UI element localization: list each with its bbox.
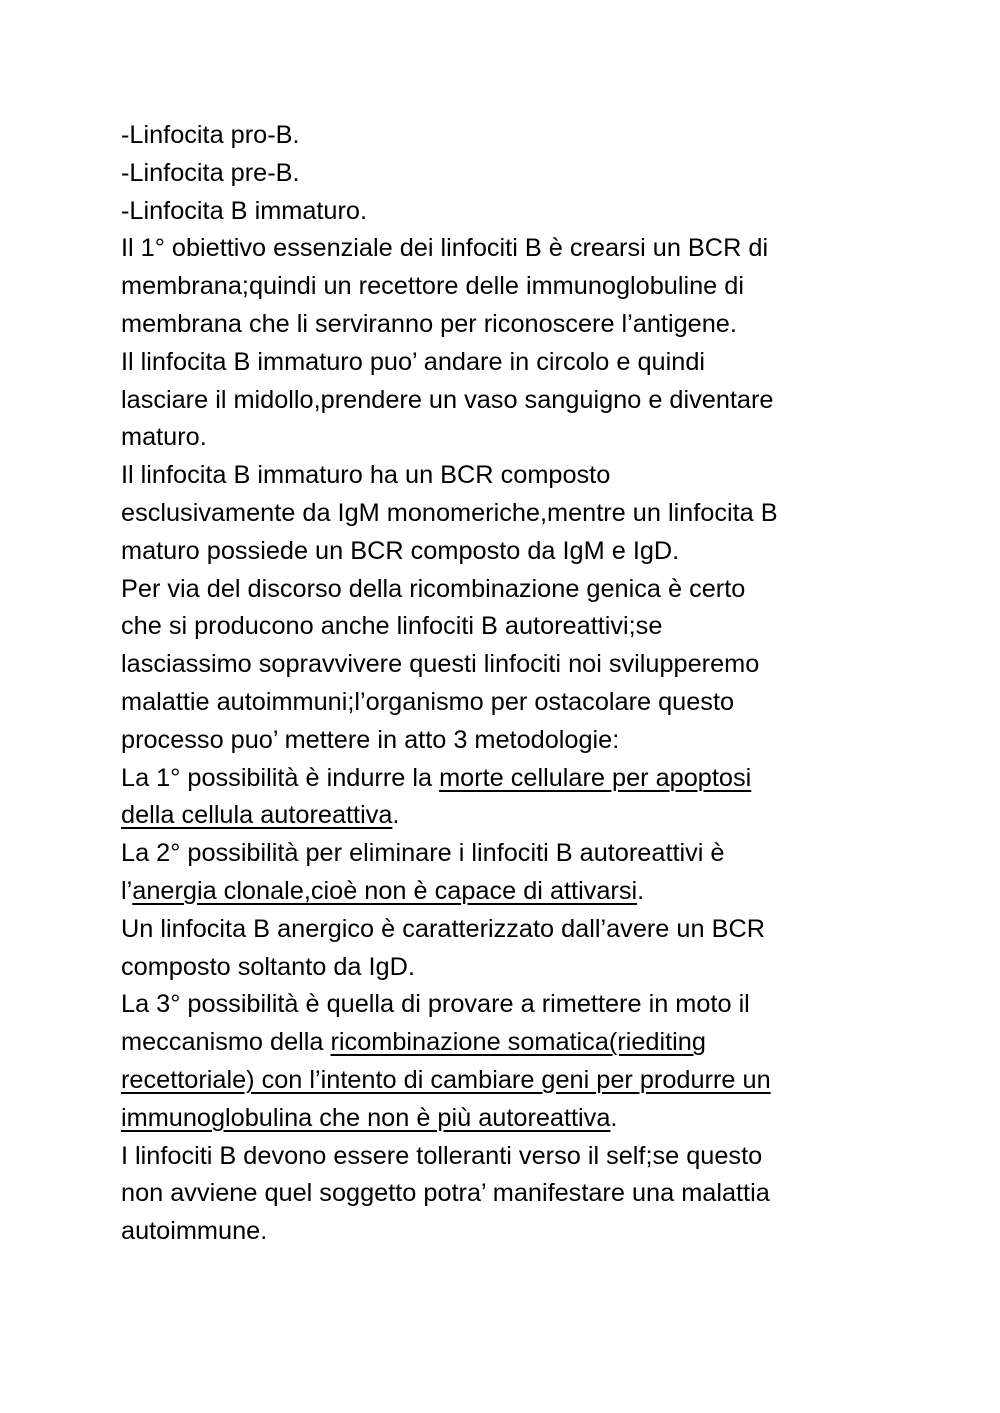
text-line <box>121 419 881 457</box>
text-line <box>121 230 881 268</box>
text-segment: autoimmune. <box>121 1217 268 1246</box>
text-segment: La 2° possibilità per eliminare i linfociti B autoreattivi è <box>121 839 725 868</box>
text-segment: -Linfocita pro-B. <box>121 121 300 149</box>
text-segment: che si producono anche linfociti B autoreattivi;se <box>121 612 663 641</box>
underlined-text: ricombinazione somatica(riediting <box>330 1028 706 1057</box>
text-line <box>121 457 881 495</box>
text-line <box>121 797 881 835</box>
text-line <box>121 571 881 609</box>
text-line <box>121 344 881 382</box>
text-line <box>121 117 881 155</box>
text-segment: . <box>637 876 645 905</box>
text-segment: Il linfocita B immaturo ha un BCR composto <box>121 461 611 490</box>
text-line <box>121 608 881 646</box>
text-line <box>121 1100 881 1138</box>
text-line <box>121 1062 881 1100</box>
text-line <box>121 268 881 306</box>
text-segment: non avviene quel soggetto potra’ manifestare una malattia <box>121 1179 770 1208</box>
text-line <box>121 155 881 193</box>
text-segment: -Linfocita B immaturo. <box>121 196 368 225</box>
underlined-text: immunoglobulina che non è più autoreattiva <box>121 1103 611 1132</box>
text-line <box>121 533 881 571</box>
text-segment: Per via del discorso della ricombinazione genica è certo <box>121 574 746 603</box>
text-segment: lasciare il midollo,prendere un vaso sanguigno e diventare <box>121 385 774 414</box>
text-line <box>121 760 881 798</box>
text-line <box>121 684 881 722</box>
text-line <box>121 1213 881 1251</box>
underlined-text: morte cellulare per apoptosi <box>439 763 752 792</box>
text-segment: membrana che li serviranno per riconoscere l’antigene. <box>121 309 737 338</box>
text-segment: maturo possiede un BCR composto da IgM e IgD. <box>121 536 680 565</box>
underlined-text: della cellula autoreattiva <box>121 801 393 830</box>
text-segment: meccanismo della <box>121 1028 331 1057</box>
text-line <box>121 986 881 1024</box>
text-segment: membrana;quindi un recettore delle immunoglobuline di <box>121 272 744 301</box>
text-segment: . <box>392 801 400 830</box>
text-line <box>121 495 881 533</box>
text-segment: malattie autoimmuni;l’organismo per ostacolare questo <box>121 687 735 716</box>
text-segment: esclusivamente da IgM monomeriche,mentre un linfocita B <box>121 498 778 527</box>
text-line <box>121 646 881 684</box>
text-line <box>121 911 881 949</box>
text-segment: -Linfocita pre-B. <box>121 158 300 187</box>
underlined-text: anergia clonale,cioè non è capace di attivarsi <box>132 876 638 905</box>
text-segment: I linfociti B devono essere tolleranti verso il self;se questo <box>121 1141 763 1170</box>
document-body <box>121 117 881 1251</box>
text-line <box>121 949 881 987</box>
text-line <box>121 835 881 873</box>
text-line <box>121 1024 881 1062</box>
text-segment: processo puo’ mettere in atto 3 metodologie: <box>121 725 620 754</box>
text-line <box>121 382 881 420</box>
text-segment: . <box>610 1103 618 1132</box>
text-line <box>121 1138 881 1176</box>
text-line <box>121 193 881 231</box>
text-segment: l’ <box>121 876 133 905</box>
text-line <box>121 306 881 344</box>
text-segment: lasciassimo sopravvivere questi linfociti noi svilupperemo <box>121 650 760 679</box>
text-line <box>121 722 881 760</box>
text-segment: maturo. <box>121 423 207 452</box>
text-segment: La 3° possibilità è quella di provare a rimettere in moto il <box>121 990 750 1019</box>
text-segment: Il 1° obiettivo essenziale dei linfociti B è crearsi un BCR di <box>121 234 769 263</box>
text-segment: Un linfocita B anergico è caratterizzato dall’avere un BCR <box>121 914 765 943</box>
text-segment: Il linfocita B immaturo puo’ andare in circolo e quindi <box>121 347 706 376</box>
text-line <box>121 1175 881 1213</box>
text-segment: La 1° possibilità è indurre la <box>121 763 440 792</box>
text-line <box>121 873 881 911</box>
text-segment: composto soltanto da IgD. <box>121 952 415 981</box>
underlined-text: recettoriale) con l’intento di cambiare geni per produrre un <box>121 1065 771 1094</box>
